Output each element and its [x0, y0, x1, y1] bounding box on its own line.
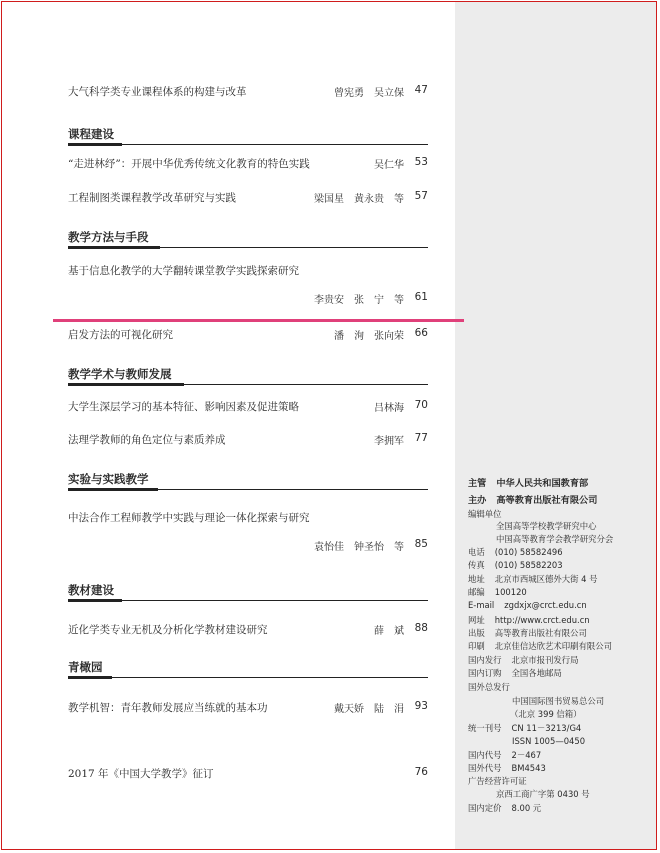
colophon-value: 中华人民共和国教育部: [496, 478, 589, 489]
colophon-key: 国外总发行: [468, 682, 510, 692]
colophon-sponsor: [468, 492, 653, 506]
section-rule: [160, 247, 428, 248]
colophon-email: [468, 600, 653, 610]
colophon-overseas-1: 中国国际图书贸易总公司: [512, 696, 605, 706]
colophon-key: 国内定价: [468, 803, 502, 813]
section-rule: [122, 144, 428, 145]
toc-entry[interactable]: [68, 156, 428, 176]
colophon-ad-license: 京西工商广字第 0430 号: [496, 789, 590, 799]
toc-entry[interactable]: [68, 766, 428, 786]
section-rule: [68, 143, 122, 146]
entry-authors: 潘 洵 张向荣: [334, 331, 404, 342]
toc-entry[interactable]: [68, 263, 428, 307]
entry-page: 57: [414, 190, 428, 202]
colophon-value: 全国各地邮局: [511, 668, 562, 678]
section-rule: [68, 599, 122, 602]
entry-title: 大学生深层学习的基本特征、影响因素及促进策略: [68, 401, 299, 413]
colophon-value: 8.00 元: [511, 803, 542, 813]
colophon-key: 国内订购: [468, 668, 502, 678]
section-rule: [68, 383, 184, 386]
section-rule: [68, 488, 158, 491]
entry-page: 88: [414, 622, 428, 634]
colophon-key: 传真: [468, 560, 485, 570]
section-label: 青橄园: [68, 660, 103, 674]
colophon-value: 北京市报刊发行局: [511, 655, 579, 665]
entry-title: 工程制图类课程教学改革研究与实践: [68, 192, 236, 204]
colophon-value[interactable]: http://www.crct.edu.cn: [494, 615, 590, 625]
colophon-key: 国内发行: [468, 655, 502, 665]
colophon-key: 电话: [468, 547, 485, 557]
colophon-value[interactable]: zgdxjx@crct.edu.cn: [504, 600, 587, 610]
entry-title: 大气科学类专业课程体系的构建与改革: [68, 86, 247, 98]
colophon-phone: [468, 546, 653, 558]
colophon-fax: [468, 559, 653, 571]
entry-page: 53: [414, 156, 428, 168]
colophon-price: [468, 802, 653, 814]
colophon-publisher: [468, 627, 653, 639]
colophon-value: 北京市西城区德外大街 4 号: [494, 574, 598, 584]
colophon-domestic-code: [468, 749, 653, 761]
section-label: 课程建设: [68, 127, 114, 141]
toc-entry[interactable]: [68, 84, 428, 104]
colophon-value: 高等教育出版社有限公司: [494, 628, 587, 638]
section-rule: [184, 384, 428, 385]
colophon-editor-1: 全国高等学校教学研究中心: [496, 521, 597, 531]
entry-title: 近化学类专业无机及分析化学教材建设研究: [68, 624, 268, 636]
toc-entry[interactable]: [68, 510, 428, 554]
entry-title: 法理学教师的角色定位与素质养成: [68, 434, 226, 446]
section-heading: [68, 471, 428, 491]
toc-entry[interactable]: [68, 190, 428, 210]
section-heading: [68, 126, 428, 146]
entry-title: 2017 年《中国大学教学》征订: [68, 768, 214, 780]
colophon-key: 编辑单位: [468, 509, 502, 519]
colophon-key: 邮编: [468, 587, 485, 597]
colophon-editor-2: 中国高等教育学会教学研究分会: [496, 534, 614, 544]
toc-entry[interactable]: [68, 327, 428, 347]
entry-page: 66: [414, 327, 428, 339]
entry-page: 61: [414, 291, 428, 303]
colophon-overseas-code: [468, 762, 653, 774]
colophon-value: (010) 58582496: [494, 547, 563, 557]
entry-authors: 梁国星 黄永贵 等: [314, 194, 404, 205]
section-rule: [158, 489, 428, 490]
toc-entry[interactable]: [68, 399, 428, 419]
colophon-key: 国内代号: [468, 750, 502, 760]
colophon-supervisor: [468, 475, 653, 489]
colophon-postcode: [468, 586, 653, 598]
colophon-website: [468, 614, 653, 626]
entry-authors: 袁怡佳 钟圣怡 等: [314, 542, 404, 553]
entry-title: 教学机智：青年教师发展应当练就的基本功: [68, 702, 268, 714]
section-rule: [68, 246, 160, 249]
section-heading: [68, 229, 428, 249]
section-rule: [68, 676, 112, 679]
colophon-domestic-distribution: [468, 654, 653, 666]
colophon-key: E-mail: [468, 600, 495, 610]
colophon-key: 出版: [468, 628, 485, 638]
colophon-key: 国外代号: [468, 763, 502, 773]
colophon-key: 广告经营许可证: [468, 776, 527, 786]
entry-authors: 吕林海: [374, 403, 404, 414]
toc-entry[interactable]: [68, 432, 428, 452]
entry-page: 85: [414, 538, 428, 550]
entry-title: 启发方法的可视化研究: [68, 329, 173, 341]
entry-authors: 吴仁华: [374, 160, 404, 171]
colophon-address: [468, 573, 653, 585]
entry-page: 76: [414, 766, 428, 778]
colophon-value: (010) 58582203: [494, 560, 563, 570]
entry-authors: 李拥军: [374, 436, 404, 447]
entry-title: 基于信息化教学的大学翻转课堂教学实践探索研究: [68, 265, 299, 277]
entry-authors: 戴天娇 陆 涓: [334, 704, 404, 715]
entry-page: 93: [414, 700, 428, 712]
highlight-rule: [53, 319, 464, 322]
section-rule: [112, 677, 428, 678]
colophon-value: 高等教育出版社有限公司: [496, 495, 598, 506]
entry-page: 70: [414, 399, 428, 411]
colophon-editor-label: [468, 508, 653, 520]
section-label: 教材建设: [68, 583, 114, 597]
colophon-domestic-order: [468, 667, 653, 679]
colophon-printer: [468, 640, 653, 652]
colophon-ad-license-label: [468, 775, 653, 787]
colophon-overseas-label: [468, 681, 653, 693]
section-label: 实验与实践教学: [68, 472, 149, 486]
colophon-value: 北京佳信达欣艺术印刷有限公司: [494, 641, 612, 651]
colophon-key: 主办: [468, 495, 487, 506]
toc-entry[interactable]: [68, 700, 428, 720]
section-heading: [68, 366, 428, 386]
toc-entry[interactable]: [68, 622, 428, 642]
colophon-value: 2－467: [511, 750, 542, 760]
entry-page: 77: [414, 432, 428, 444]
entry-authors: 李贵安 张 宁 等: [314, 295, 404, 306]
entry-title: “走进林纾”：开展中华优秀传统文化教育的特色实践: [68, 158, 310, 170]
entry-page: 47: [414, 84, 428, 96]
colophon-value: 100120: [494, 587, 527, 597]
entry-authors: 薛 斌: [374, 626, 404, 637]
colophon-overseas-2: （北京 399 信箱）: [510, 709, 582, 719]
entry-authors: 曾宪勇 吴立保: [334, 88, 404, 99]
colophon-issn: ISSN 1005—0450: [512, 736, 586, 746]
colophon-key: 统一刊号: [468, 723, 502, 733]
colophon-cn-number: [468, 722, 653, 734]
section-label: 教学学术与教师发展: [68, 367, 172, 381]
colophon-key: 网址: [468, 615, 485, 625]
section-rule: [122, 600, 428, 601]
section-heading: [68, 582, 428, 602]
colophon-value: CN 11－3213/G4: [511, 723, 582, 733]
colophon-key: 主管: [468, 478, 487, 489]
section-label: 教学方法与手段: [68, 230, 149, 244]
colophon-value: BM4543: [511, 763, 546, 773]
section-heading: [68, 659, 428, 679]
colophon-key: 印刷: [468, 641, 485, 651]
colophon-key: 地址: [468, 574, 485, 584]
entry-title: 中法合作工程师教学中实践与理论一体化探索与研究: [68, 512, 310, 524]
